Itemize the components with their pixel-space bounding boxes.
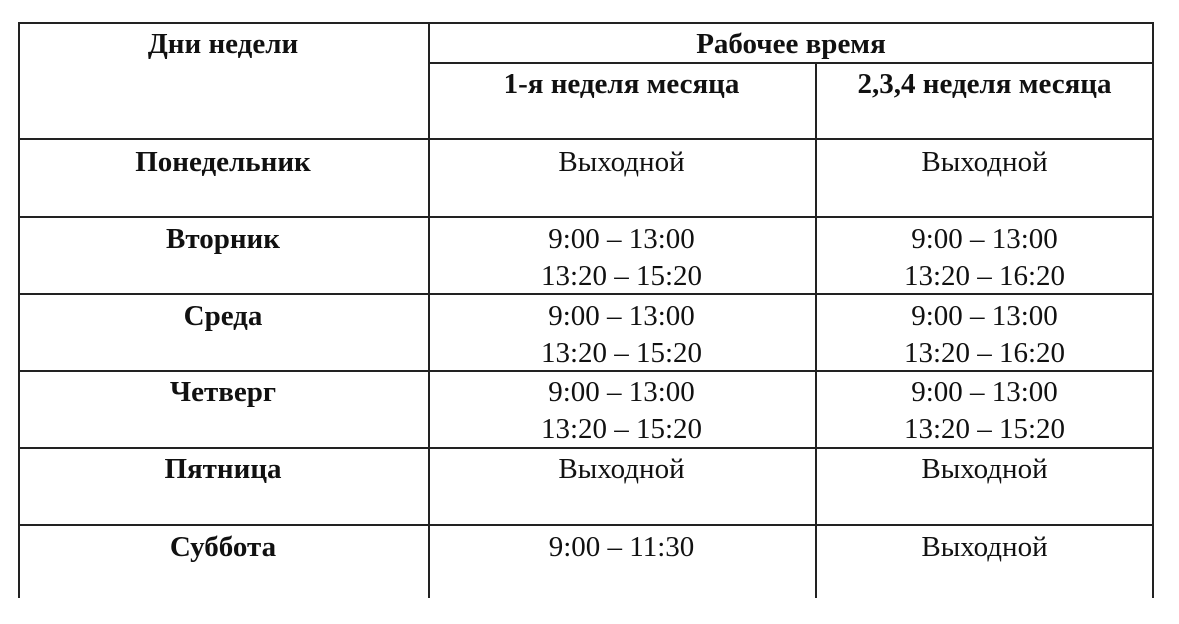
row-divider [18, 138, 1154, 140]
time-text: 13:20 – 16:20 [903, 337, 1066, 369]
monday-week-1 [428, 144, 815, 181]
day-thursday: Четверг [169, 376, 277, 408]
time-text: Выходной [558, 453, 685, 485]
day-saturday: Суббота [169, 531, 277, 563]
time-text: 9:00 – 13:00 [911, 300, 1058, 332]
time-text: 9:00 – 13:00 [911, 223, 1058, 255]
time-text: 9:00 – 13:00 [548, 300, 695, 332]
header-work-time: Рабочее время [696, 28, 886, 60]
header-week-1: 1-я неделя месяца [503, 68, 740, 100]
time-text: 9:00 – 11:30 [548, 531, 695, 563]
wednesday-week-1 [428, 298, 815, 372]
time-text: 13:20 – 16:20 [903, 260, 1066, 292]
wednesday-week-2-3-4 [815, 298, 1154, 372]
day-wednesday: Среда [183, 300, 263, 332]
time-text: 13:20 – 15:20 [903, 413, 1066, 445]
header-week-2-3-4: 2,3,4 неделя месяца [857, 68, 1112, 100]
tuesday-week-2-3-4 [815, 221, 1154, 295]
time-text: Выходной [921, 453, 1048, 485]
friday-week-2-3-4 [815, 451, 1154, 488]
day-tuesday: Вторник [166, 223, 280, 255]
day-friday: Пятница [164, 453, 282, 485]
schedule-table [18, 22, 1154, 598]
time-text: Выходной [558, 146, 685, 178]
time-text: 9:00 – 13:00 [911, 376, 1058, 408]
time-text: 13:20 – 15:20 [540, 337, 703, 369]
header-days: Дни недели [147, 28, 299, 60]
monday-week-2-3-4 [815, 144, 1154, 181]
tuesday-week-1 [428, 221, 815, 295]
time-text: 9:00 – 13:00 [548, 376, 695, 408]
table-top-border [18, 22, 1154, 24]
thursday-week-2-3-4 [815, 374, 1154, 448]
thursday-week-1 [428, 374, 815, 448]
saturday-week-2-3-4 [815, 529, 1154, 566]
time-text: 13:20 – 15:20 [540, 413, 703, 445]
friday-week-1 [428, 451, 815, 488]
time-text: 13:20 – 15:20 [540, 260, 703, 292]
time-text: Выходной [921, 146, 1048, 178]
saturday-week-1 [428, 529, 815, 566]
time-text: 9:00 – 13:00 [548, 223, 695, 255]
row-divider [18, 524, 1154, 526]
day-monday: Понедельник [135, 146, 311, 178]
time-text: Выходной [921, 531, 1048, 563]
row-divider [18, 216, 1154, 218]
